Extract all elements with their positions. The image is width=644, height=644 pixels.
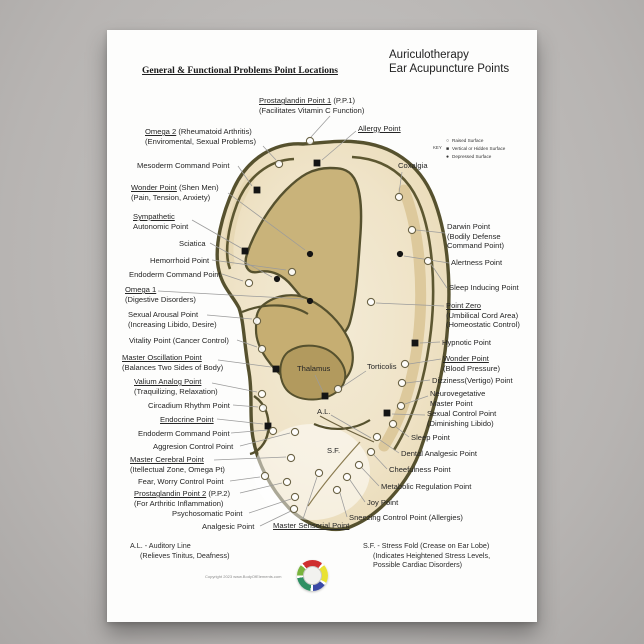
point-label-text: (P.P.2)	[206, 489, 230, 498]
point-label-line	[443, 354, 500, 364]
circadium-marker	[259, 404, 266, 411]
point-label-hypnotic	[442, 338, 491, 348]
point-label-text: (Enviromental, Sexual Problems)	[145, 136, 256, 146]
point-label-mesoderm	[137, 161, 229, 171]
point-label-underlined: Allergy Point	[358, 124, 401, 133]
point-label-text: Autonomic Point	[133, 221, 189, 231]
square-marker-icon: ■	[446, 146, 450, 152]
point-label-underlined: Omega 2	[145, 127, 177, 136]
thalamus-marker	[322, 393, 329, 400]
neurovegetative-marker	[397, 402, 404, 409]
dizziness-marker	[398, 379, 405, 386]
point-label-line	[131, 193, 219, 203]
point-label-master-oscillation	[122, 353, 223, 372]
dot-marker-icon: ●	[446, 154, 450, 160]
point-label-metabolic	[381, 482, 471, 492]
point-label-underlined: Endocrine Point	[160, 415, 214, 424]
point-label-line	[259, 96, 364, 106]
point-label-text: A.L.	[317, 407, 331, 416]
point-label-line	[358, 124, 401, 134]
point-label-line	[349, 513, 463, 523]
point-label-text: Vitality Point (Cancer Control)	[129, 336, 229, 345]
point-label-line	[317, 407, 331, 417]
point-label-text: Circadium Rhythm Point	[148, 401, 230, 410]
point-label-line	[172, 509, 242, 519]
point-label-line	[259, 106, 364, 116]
point-label-text: Fear, Worry Control Point	[138, 477, 224, 486]
footnote-sf-line3: Possible Cardiac Disorders)	[373, 560, 463, 570]
point-label-text: (Bodily Defense	[447, 231, 501, 241]
point-zero-marker	[367, 298, 374, 305]
point-label-text: Neurovegetative	[430, 389, 486, 398]
point-label-underlined: Master Sensorial Point	[273, 521, 350, 530]
sympathetic-marker	[242, 248, 249, 255]
metabolic-marker	[355, 461, 362, 468]
point-label-line	[446, 301, 520, 311]
point-label-cheefulness	[389, 465, 451, 475]
point-label-endoderm-2	[138, 429, 230, 439]
point-label-line	[138, 429, 230, 439]
point-label-text: (Increasing Libido, Desire)	[128, 319, 217, 329]
point-label-sneezing	[349, 513, 463, 523]
torticolis-marker	[334, 385, 341, 392]
point-label-text: Sciatica	[179, 239, 206, 248]
alertness-marker	[397, 251, 403, 257]
point-label-text: Dizziness(Vertigo) Point	[432, 376, 513, 385]
point-label-line	[138, 477, 224, 487]
poster-title-line2: Ear Acupuncture Points	[389, 63, 510, 75]
wonder-bp-marker	[401, 360, 408, 367]
point-label-text: Aggresion Control Point	[153, 442, 234, 451]
point-label-text: S.F.	[327, 446, 341, 455]
endoderm-2-marker	[269, 427, 276, 434]
footnote-sf-line1: S.F. - Stress Fold (Crease on Ear Lobe)	[363, 541, 490, 550]
point-label-dental-analgesic	[401, 449, 477, 459]
point-label-text: Mesoderm Command Point	[137, 161, 230, 170]
point-label-text: Command Point)	[447, 241, 504, 251]
fear-worry-marker	[261, 472, 268, 479]
point-label-endocrine	[160, 415, 214, 425]
point-label-line	[129, 336, 229, 346]
point-label-text: Analgesic Point	[202, 522, 255, 531]
darwin-marker	[408, 226, 415, 233]
point-label-line	[145, 137, 256, 147]
point-label-underlined: Sympathetic	[133, 212, 175, 221]
psychosomatic-marker	[291, 493, 298, 500]
point-label-sciatica	[179, 239, 206, 249]
point-label-text: (Itellectual Zone, Omega Pt)	[130, 464, 225, 474]
valium-analog-marker	[258, 390, 265, 397]
point-label-text: Cheefulness Point	[389, 465, 451, 474]
point-label-text: Hemorrhoid Point	[150, 256, 210, 265]
point-label-text: Dental Analgesic Point	[401, 449, 477, 458]
point-label-text: Hypnotic Point	[442, 338, 491, 347]
point-label-line	[442, 338, 491, 348]
point-label-alertness	[451, 258, 502, 268]
circle-marker-icon: ○	[446, 138, 450, 144]
sleep-inducing-marker	[424, 257, 431, 264]
point-label-text: Joy Point	[367, 498, 399, 507]
point-label-underlined: Wonder Point	[443, 354, 489, 363]
wonder-shen-men-marker	[307, 251, 313, 257]
point-label-wonder-shen-men	[131, 183, 219, 202]
sexual-arousal-marker	[253, 317, 260, 324]
mesoderm-marker	[254, 187, 261, 194]
point-label-text: Psychosomatic Point	[172, 509, 243, 518]
brand-logo-center	[303, 566, 322, 585]
point-label-line	[137, 161, 229, 171]
point-label-sexual-arousal	[128, 310, 217, 329]
point-label-endoderm-1	[129, 270, 221, 280]
point-label-underlined: Wonder Point	[131, 183, 177, 192]
point-label-line	[389, 465, 451, 475]
point-label-text: Master Point	[430, 398, 473, 408]
point-label-line	[446, 320, 520, 330]
point-label-line	[327, 446, 340, 456]
point-label-text: Endoderm Command Point	[129, 270, 221, 279]
point-label-text: (Blood Pressure)	[443, 363, 500, 373]
point-label-line	[446, 311, 520, 321]
point-label-line	[449, 283, 519, 293]
point-label-joy	[367, 498, 398, 508]
legend-key-label: Vertical or Hidden Surface	[452, 146, 506, 151]
point-label-line	[129, 270, 221, 280]
point-label-line	[150, 256, 209, 266]
point-label-prostaglandin-2	[134, 489, 230, 508]
point-label-omega-1	[125, 285, 196, 304]
point-label-line	[128, 320, 217, 330]
sexual-control-marker	[384, 410, 391, 417]
allergy-marker	[314, 160, 321, 167]
point-label-line	[447, 232, 504, 242]
point-label-line	[430, 399, 485, 409]
point-label-text: (Diminishing Libido)	[427, 418, 494, 428]
legend-key-heading: KEY	[433, 145, 442, 150]
point-label-line	[443, 364, 500, 374]
point-label-text: Endoderm Command Point	[138, 429, 230, 438]
point-label-line	[145, 127, 256, 137]
poster-subtitle: General & Functional Problems Point Locations	[142, 66, 338, 76]
point-label-coxalgia	[398, 161, 428, 171]
prostaglandin-2-marker	[283, 478, 290, 485]
footnote-al-line1: A.L. - Auditory Line	[130, 541, 191, 550]
point-label-line	[427, 419, 496, 429]
legend-key-label: Raised Surface	[452, 138, 484, 143]
copyright-text: Copyright 2023 www.BodyOfElements.com	[205, 574, 282, 579]
point-label-line	[447, 241, 504, 251]
aggresion-marker	[291, 428, 298, 435]
point-label-underlined: Prostaglandin Point 2	[134, 489, 207, 498]
point-label-text: (Homeostatic Control)	[446, 320, 520, 330]
point-label-line	[148, 401, 230, 411]
point-label-text: (P.P.1)	[331, 96, 355, 105]
point-label-underlined: Master Oscillation Point	[122, 353, 202, 362]
point-label-dizziness	[432, 376, 513, 386]
dental-analgesic-marker	[373, 433, 380, 440]
point-label-line	[411, 433, 450, 443]
point-label-line	[447, 222, 504, 232]
point-label-line	[367, 498, 398, 508]
point-label-line	[133, 212, 188, 222]
point-label-text: Metabolic Regulation Point	[381, 482, 472, 491]
joy-marker	[343, 473, 350, 480]
point-label-line	[122, 353, 223, 363]
sciatica-marker	[274, 276, 280, 282]
point-label-text: (Digestive Disorders)	[125, 294, 196, 304]
point-label-torticolis	[367, 362, 397, 372]
master-cerebral-marker	[287, 454, 294, 461]
point-label-text: (Umbilical Cord Area)	[446, 310, 519, 320]
point-label-line	[130, 465, 225, 475]
point-label-underlined: Master Cerebral Point	[130, 455, 204, 464]
point-label-text: (Rheumatoid Arthritis)	[176, 127, 252, 136]
point-label-master-sensorial	[273, 521, 349, 531]
point-label-line	[451, 258, 502, 268]
point-label-line	[134, 499, 230, 509]
point-label-text: Sleep Inducing Point	[449, 283, 519, 292]
point-label-sleep-inducing	[449, 283, 519, 293]
point-label-line	[130, 455, 225, 465]
point-label-text: (Shen Men)	[176, 183, 219, 192]
sleep-point-marker	[389, 420, 396, 427]
point-label-text: Alertness Point	[451, 258, 503, 267]
point-label-darwin	[447, 222, 504, 251]
point-label-text: Sneezing Control Point (Allergies)	[349, 513, 463, 522]
point-label-point-zero	[446, 301, 520, 330]
point-label-al-label	[317, 407, 331, 417]
point-label-line	[131, 183, 219, 193]
point-label-sympathetic	[133, 212, 188, 231]
point-label-text: (For Arthritic Inflammation)	[134, 498, 224, 508]
point-label-text: (Traquilizing, Relaxation)	[134, 386, 218, 396]
point-label-line	[153, 442, 233, 452]
master-oscillation-marker	[273, 366, 280, 373]
cheefulness-marker	[367, 448, 374, 455]
point-label-allergy	[358, 124, 401, 134]
poster-title-line1: Auriculotherapy	[389, 49, 469, 61]
legend-key-label: Depressed Surface	[452, 154, 492, 159]
point-label-line	[367, 362, 397, 372]
hypnotic-marker	[412, 340, 419, 347]
vitality-marker	[258, 345, 265, 352]
master-sensorial-marker	[315, 469, 322, 476]
point-label-aggresion	[153, 442, 233, 452]
sneezing-marker	[333, 486, 340, 493]
point-label-line	[122, 363, 223, 373]
point-label-line	[179, 239, 206, 249]
point-label-vitality	[129, 336, 229, 346]
point-label-underlined: Point Zero	[446, 301, 482, 310]
point-label-sleep-point	[411, 433, 450, 443]
footnote-al-line2: (Relieves Tinitus, Deafness)	[140, 550, 230, 560]
footnote-stress-fold	[363, 541, 490, 570]
point-label-line	[128, 310, 217, 320]
prostaglandin-1-marker	[306, 137, 313, 144]
point-label-line	[401, 449, 477, 459]
point-label-underlined: Valium Analog Point	[134, 377, 202, 386]
point-label-text: Thalamus	[297, 364, 331, 373]
omega-2-marker	[275, 160, 282, 167]
footnote-sf-line2: (Indicates Heightened Stress Levels,	[373, 550, 491, 560]
point-label-text: (Facilitates Vitamin C Function)	[259, 105, 365, 115]
point-label-line	[430, 389, 485, 399]
point-label-valium-analog	[134, 377, 218, 396]
point-label-line	[297, 364, 330, 374]
coxalgia-marker	[395, 193, 402, 200]
point-label-underlined: Prostaglandin Point 1	[259, 96, 332, 105]
point-label-text: Torticolis	[367, 362, 397, 371]
point-label-text: Sleep Point	[411, 433, 450, 442]
point-label-line	[432, 376, 513, 386]
point-label-line	[202, 522, 254, 532]
point-label-psychosomatic	[172, 509, 242, 519]
point-label-text: Sexual Arousal Point	[128, 310, 199, 319]
point-label-line	[134, 489, 230, 499]
point-label-line	[125, 285, 196, 295]
omega-1-marker	[307, 298, 313, 304]
point-label-master-cerebral	[130, 455, 225, 474]
point-label-text: Sexual Control Point	[427, 409, 497, 418]
point-label-line	[273, 521, 349, 531]
leader-line-prostaglandin-1	[311, 116, 330, 137]
point-label-text: Darwin Point	[447, 222, 491, 231]
analgesic-marker	[290, 505, 297, 512]
endoderm-1-marker	[245, 279, 252, 286]
point-label-analgesic	[202, 522, 254, 532]
point-label-line	[160, 415, 214, 425]
point-label-omega-2	[145, 127, 256, 146]
point-label-neurovegetative	[430, 389, 485, 408]
point-label-wonder-bp	[443, 354, 500, 373]
point-label-sexual-control	[427, 409, 496, 428]
point-label-line	[133, 222, 188, 232]
point-label-line	[398, 161, 428, 171]
point-label-underlined: Omega 1	[125, 285, 157, 294]
point-label-line	[134, 387, 218, 397]
point-label-prostaglandin-1	[259, 96, 364, 115]
footnote-auditory-line	[130, 541, 229, 560]
point-label-line	[381, 482, 471, 492]
point-label-hemorrhoid	[150, 256, 209, 266]
point-label-circadium	[148, 401, 230, 411]
point-label-thalamus	[297, 364, 330, 374]
point-label-line	[427, 409, 496, 419]
point-label-sf-label	[327, 446, 340, 456]
point-label-line	[125, 295, 196, 305]
point-label-text: (Balances Two Sides of Body)	[122, 362, 224, 372]
hemorrhoid-marker	[288, 268, 295, 275]
point-label-fear-worry	[138, 477, 224, 487]
point-label-text: (Pain, Tension, Anxiety)	[131, 192, 211, 202]
point-label-text: Coxalgia	[398, 161, 428, 170]
brand-logo-icon	[297, 560, 328, 591]
point-label-line	[134, 377, 218, 387]
